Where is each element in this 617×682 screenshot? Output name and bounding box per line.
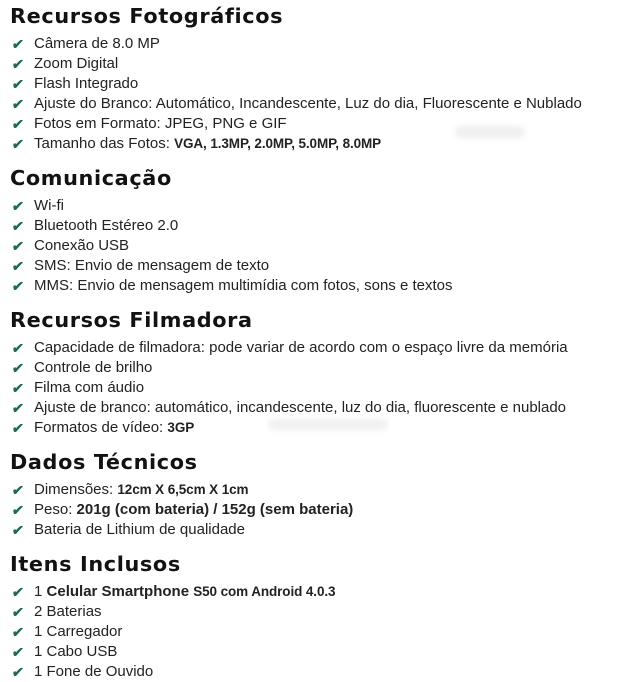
spec-item [10,582,611,602]
item-text [34,520,611,540]
section-title: Comunicação [10,166,172,190]
checkmark-icon: ✔ [11,116,25,132]
spec-item [10,196,611,216]
spec-item [10,114,611,134]
section-title: Dados Técnicos [10,450,198,474]
item-text [34,94,611,114]
checkmark-icon: ✔ [11,604,25,620]
spec-section [10,450,611,540]
item-text [34,256,611,276]
text-segment: Bateria de Lithium de qualidade [34,521,245,538]
spec-item [10,134,611,154]
checkmark-icon: ✔ [11,238,25,254]
text-segment: Celular Smartphone [46,583,194,600]
spec-item [10,662,611,682]
text-segment: Tamanho das Fotos: [34,135,175,152]
item-text [34,74,611,94]
item-text [34,480,611,500]
item-text [34,54,611,74]
checkmark-icon: ✔ [11,664,25,680]
checkmark-icon: ✔ [11,502,25,518]
text-segment: 1 Cabo USB [34,643,118,660]
spec-item [10,378,611,398]
item-list [10,582,611,682]
text-segment: 2 Baterias [34,603,102,620]
checkmark-icon: ✔ [11,584,25,600]
checkmark-icon: ✔ [11,56,25,72]
item-text [34,418,611,438]
text-segment: 12cm X 6,5cm X 1cm [117,482,249,497]
spec-item [10,642,611,662]
item-text [34,358,611,378]
spec-item [10,602,611,622]
checkmark-icon: ✔ [11,624,25,640]
text-segment: Controle de brilho [34,359,153,376]
checkmark-icon: ✔ [11,278,25,294]
spec-item [10,74,611,94]
text-segment: VGA, 1.3MP, 2.0MP, 5.0MP, 8.0MP [174,136,382,151]
item-text [34,378,611,398]
item-text [34,236,611,256]
checkmark-icon: ✔ [11,482,25,498]
text-segment: S50 com Android 4.0.3 [193,584,336,599]
item-text [34,642,611,662]
item-text [34,34,611,54]
checkmark-icon: ✔ [11,136,25,152]
spec-item [10,358,611,378]
item-text [34,398,611,418]
text-segment: Filma com áudio [34,379,145,396]
checkmark-icon: ✔ [11,380,25,396]
spec-item [10,480,611,500]
spec-item [10,236,611,256]
item-list [10,480,611,540]
item-text [34,622,611,642]
text-segment: Bluetooth Estéreo 2.0 [34,217,179,234]
checkmark-icon: ✔ [11,96,25,112]
spec-item [10,54,611,74]
spec-item [10,418,611,438]
text-segment: Flash Integrado [34,75,139,92]
checkmark-icon: ✔ [11,420,25,436]
item-text [34,134,611,154]
text-segment: MMS: Envio de mensagem multimídia com fotos, sons e textos [34,277,453,294]
checkmark-icon: ✔ [11,76,25,92]
spec-item [10,216,611,236]
text-segment: Capacidade de filmadora: pode variar de acordo com o espaço livre da memória [34,339,568,356]
section-title: Itens Inclusos [10,552,181,576]
text-segment: Ajuste do Branco: Automático, Incandescente, Luz do dia, Fluorescente e Nublado [34,95,582,112]
checkmark-icon: ✔ [11,644,25,660]
item-text [34,662,611,682]
text-segment: Peso: [34,501,77,518]
spec-item [10,520,611,540]
spec-section [10,4,611,154]
item-text [34,500,611,520]
spec-section [10,308,611,438]
text-segment: Formatos de vídeo: [34,419,168,436]
spec-section [10,166,611,296]
spec-item [10,276,611,296]
text-segment: Ajuste de branco: automático, incandescente, luz do dia, fluorescente e nublado [34,399,567,416]
checkmark-icon: ✔ [11,36,25,52]
text-segment: Dimensões: [34,481,118,498]
spec-item [10,338,611,358]
item-list [10,338,611,438]
checkmark-icon: ✔ [11,258,25,274]
text-segment: 1 Fone de Ouvido [34,663,154,680]
spec-item [10,34,611,54]
spec-item [10,256,611,276]
checkmark-icon: ✔ [11,198,25,214]
text-segment: 3GP [167,420,195,435]
item-text [34,582,611,602]
item-text [34,338,611,358]
item-text [34,114,611,134]
checkmark-icon: ✔ [11,522,25,538]
item-text [34,196,611,216]
checkmark-icon: ✔ [11,340,25,356]
item-text [34,216,611,236]
checkmark-icon: ✔ [11,360,25,376]
spec-item [10,398,611,418]
spec-item [10,94,611,114]
text-segment: Conexão USB [34,237,130,254]
text-segment: Zoom Digital [34,55,119,72]
text-segment: SMS: Envio de mensagem de texto [34,257,270,274]
text-segment: Fotos em Formato: JPEG, PNG e GIF [34,115,287,132]
spec-section [10,552,611,682]
spec-item [10,500,611,520]
text-segment: 201g (com bateria) / 152g (sem bateria) [76,501,354,518]
section-title: Recursos Filmadora [10,308,253,332]
text-segment: Wi-fi [34,197,64,214]
text-segment: 1 [34,583,47,600]
checkmark-icon: ✔ [11,218,25,234]
text-segment: Câmera de 8.0 MP [34,35,160,52]
item-list [10,34,611,154]
section-title: Recursos Fotográficos [10,4,284,28]
text-segment: 1 Carregador [34,623,123,640]
spec-item [10,622,611,642]
checkmark-icon: ✔ [11,400,25,416]
item-list [10,196,611,296]
item-text [34,276,611,296]
item-text [34,602,611,622]
